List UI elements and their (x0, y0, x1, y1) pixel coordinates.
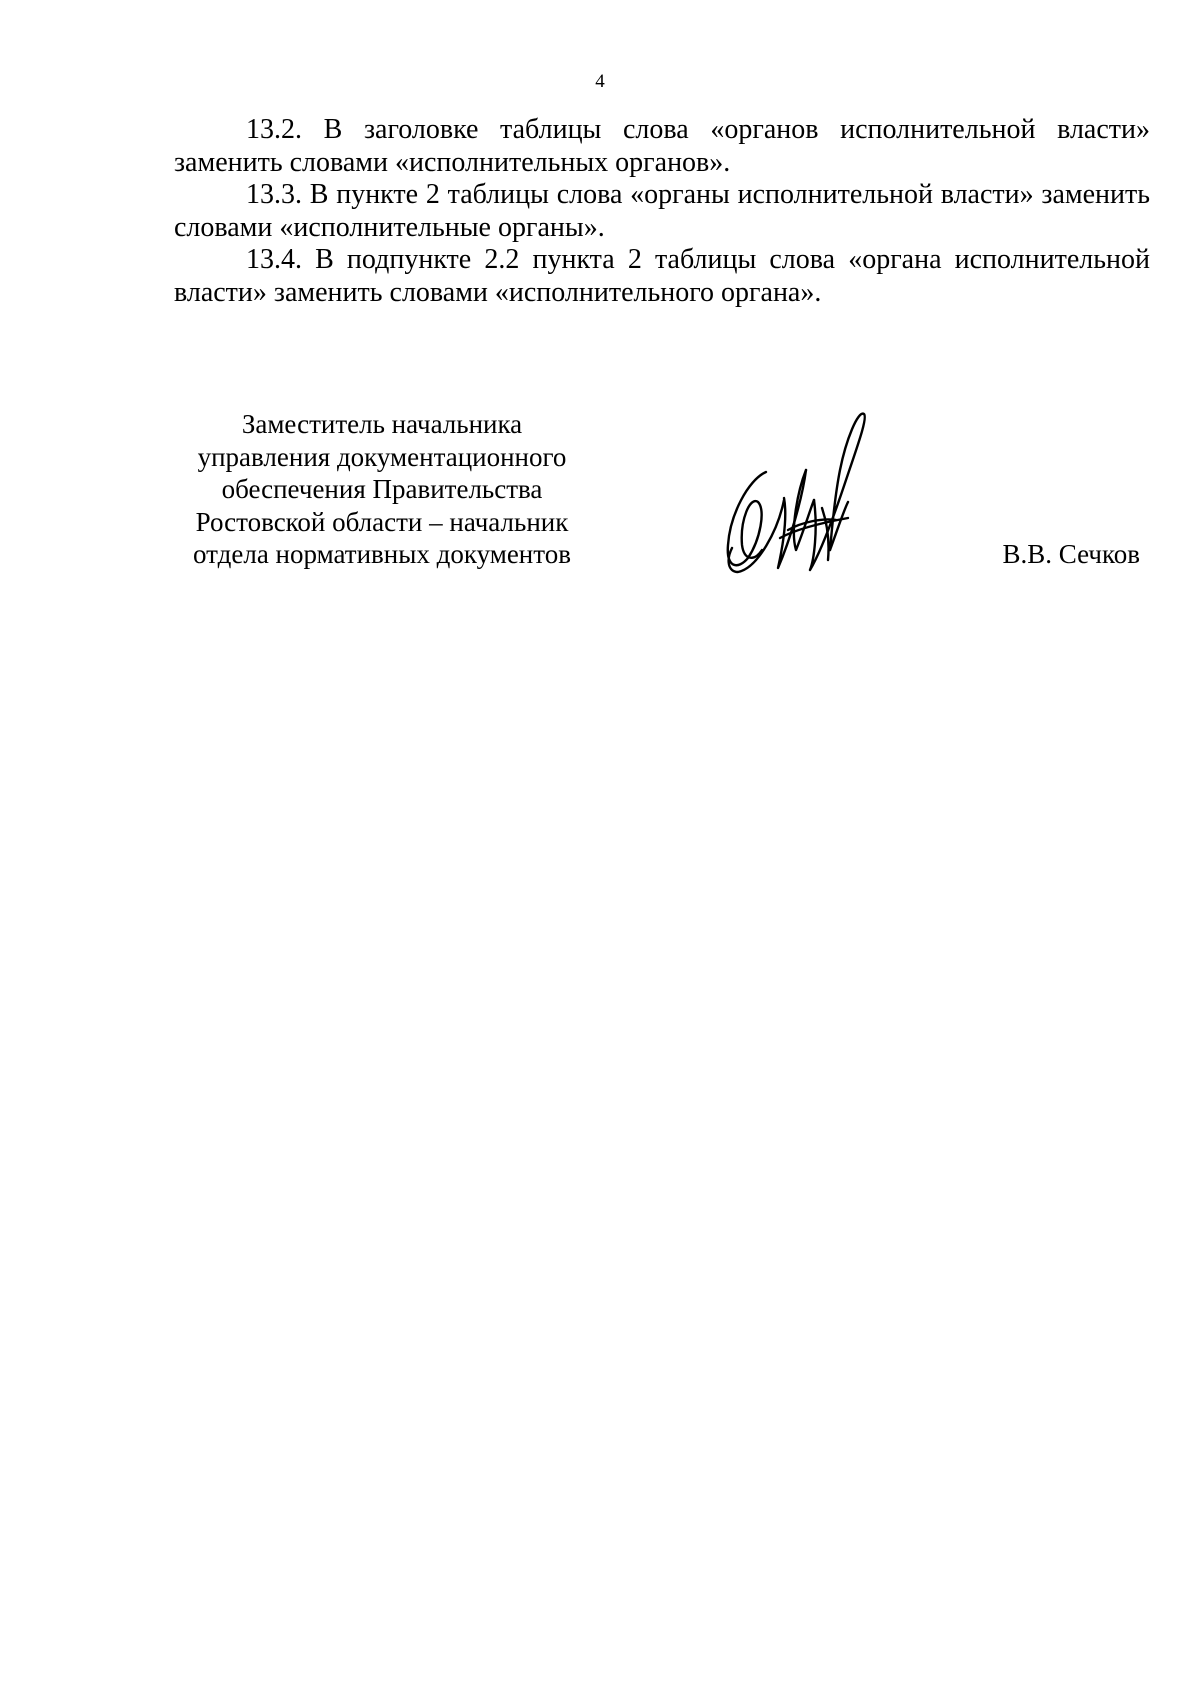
paragraph-13-2: 13.2. В заголовке таблицы слова «органов исполнительной власти» заменить словами «исполнительных органов». (174, 114, 1150, 178)
signatory-position-line: управления документационного (197, 441, 567, 472)
handwritten-signature (718, 410, 878, 575)
page-number: 4 (595, 71, 605, 92)
signatory-position-line: отдела нормативных документов (193, 539, 571, 569)
signatory-position-line: обеспечения Правительства (221, 474, 543, 504)
document-body (174, 114, 1150, 309)
signatory-position (172, 408, 592, 571)
signatory-position-line: Ростовской области – начальник (195, 506, 569, 537)
signatory-name: В.В. Сечков (1002, 539, 1140, 569)
paragraph-13-3: 13.3. В пункте 2 таблицы слова «органы исполнительной власти» заменить словами «исполнительные органы». (174, 179, 1150, 243)
paragraph-13-4: 13.4. В подпункте 2.2 пункта 2 таблицы слова «органа исполнительной власти» заменить словами «исполнительного органа». (174, 244, 1150, 308)
signatory-position-line: Заместитель начальника (241, 409, 523, 439)
